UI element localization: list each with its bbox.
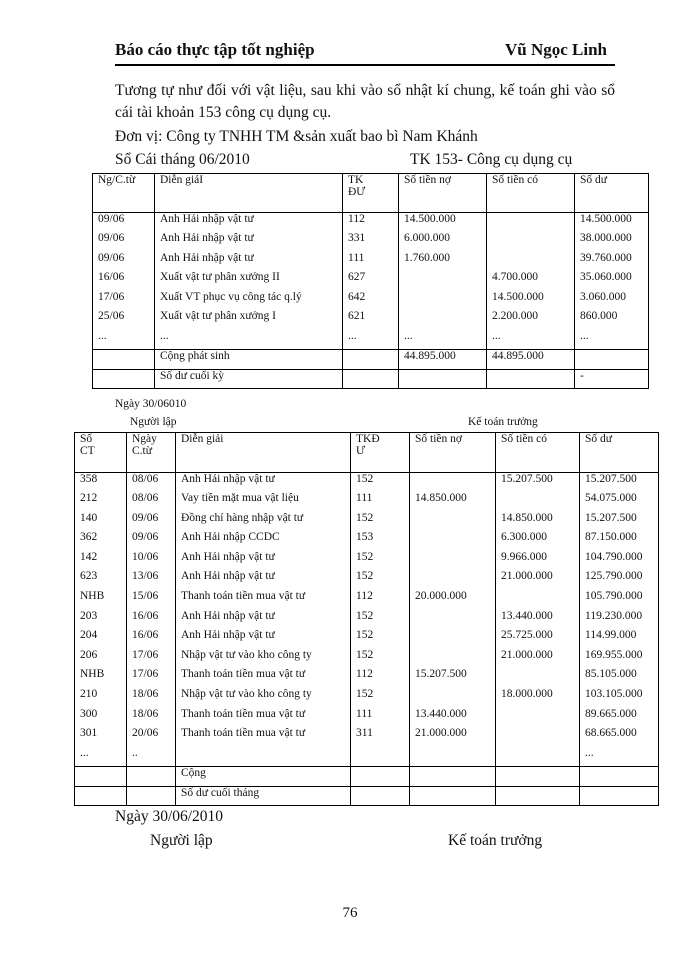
header-author: Vũ Ngọc Linh: [504, 40, 607, 59]
table-cell: 10/06: [127, 551, 176, 571]
table-cell: 13/06: [127, 570, 176, 590]
table-cell: 44.895.000: [399, 350, 487, 370]
table-cell: [410, 747, 496, 767]
table-cell: 112: [351, 590, 410, 610]
table-cell: ...: [155, 330, 343, 350]
table-cell: [410, 786, 496, 806]
table-cell: NHB: [75, 668, 127, 688]
creator-label-2: Người lập: [150, 832, 213, 849]
intro-paragraph: Tương tự như đối với vật liệu, sau khi vào sổ nhật kí chung, kế toán ghi vào sổ cái tài khoản 153 công cụ dụng cụ.: [115, 82, 615, 121]
table-cell: 125.790.000: [580, 570, 659, 590]
table-cell: 21.000.000: [410, 727, 496, 747]
table-cell: 44.895.000: [487, 350, 575, 370]
table-cell: 15.207.500: [410, 668, 496, 688]
table-cell: 09/06: [127, 512, 176, 532]
header-cell: Số tiền nợ: [410, 433, 496, 473]
table-cell: [496, 668, 580, 688]
header-cell: Số tiền có: [487, 174, 575, 213]
table-row: [75, 512, 659, 532]
table-cell: 152: [351, 570, 410, 590]
table-cell: 16/06: [93, 271, 155, 291]
table-cell: Anh Hải nhập vật tư: [176, 551, 351, 571]
table-cell: 362: [75, 531, 127, 551]
table-cell: 3.060.000: [575, 291, 649, 311]
table-cell: [496, 786, 580, 806]
table-row: [75, 551, 659, 571]
table-cell: [410, 610, 496, 630]
table-cell: 311: [351, 727, 410, 747]
header-cell: TKĐ Ư: [351, 433, 410, 473]
table-cell: 169.955.000: [580, 649, 659, 669]
table-row: [75, 473, 659, 493]
table-cell: ...: [343, 330, 399, 350]
table-cell: 38.000.000: [575, 232, 649, 252]
table-cell: 21.000.000: [496, 570, 580, 590]
chief-accountant-label-1: Kế toán trưởng: [468, 416, 538, 428]
table-cell: 152: [351, 473, 410, 493]
table-cell: 111: [351, 492, 410, 512]
table-cell: 152: [351, 551, 410, 571]
table-row: [93, 232, 649, 252]
table-row: [93, 291, 649, 311]
table-cell: 860.000: [575, 310, 649, 330]
table-cell: 16/06: [127, 610, 176, 630]
table-cell: 54.075.000: [580, 492, 659, 512]
header-cell: Số CT: [75, 433, 127, 473]
table-cell: Xuất vật tư phân xưởng II: [155, 271, 343, 291]
table-cell: 18/06: [127, 708, 176, 728]
table-cell: 18.000.000: [496, 688, 580, 708]
table-cell: [487, 252, 575, 272]
table-cell: 210: [75, 688, 127, 708]
table-cell: Số dư cuối tháng: [176, 786, 351, 806]
header-row: [93, 174, 649, 213]
date-1: Ngày 30/06010: [115, 398, 187, 410]
table-cell: 20/06: [127, 727, 176, 747]
table-cell: 103.105.000: [580, 688, 659, 708]
table-cell: Nhập vật tư vào kho công ty: [176, 649, 351, 669]
table-cell: 85.105.000: [580, 668, 659, 688]
header-cell: Số tiền nợ: [399, 174, 487, 213]
header-cell: Diễn giảI: [155, 174, 343, 213]
table-row: [75, 727, 659, 747]
table-cell: 6.000.000: [399, 232, 487, 252]
table-cell: 206: [75, 649, 127, 669]
ledger-table-153: [92, 173, 649, 389]
table-cell: 08/06: [127, 492, 176, 512]
table-cell: 17/06: [93, 291, 155, 311]
table-row: [75, 688, 659, 708]
chief-accountant-label-2: Kế toán trưởng: [448, 832, 543, 849]
table-cell: 300: [75, 708, 127, 728]
table-cell: 621: [343, 310, 399, 330]
table-cell: ...: [399, 330, 487, 350]
table-cell: [487, 369, 575, 389]
table-cell: [410, 473, 496, 493]
table-cell: [127, 786, 176, 806]
table-cell: 9.966.000: [496, 551, 580, 571]
table-cell: 152: [351, 512, 410, 532]
table-cell: 114.99.000: [580, 629, 659, 649]
table-row: [75, 708, 659, 728]
table-cell: [410, 649, 496, 669]
table-cell: 140: [75, 512, 127, 532]
table-cell: ...: [580, 747, 659, 767]
table-cell: 14.850.000: [410, 492, 496, 512]
journal-table: [74, 432, 659, 806]
table-cell: [496, 708, 580, 728]
table-cell: [93, 350, 155, 370]
header-row: [75, 433, 659, 473]
table-cell: ...: [75, 747, 127, 767]
table-cell: Cộng: [176, 766, 351, 786]
table-cell: Thanh toán tiền mua vật tư: [176, 590, 351, 610]
table-cell: 08/06: [127, 473, 176, 493]
table-row: [93, 213, 649, 233]
table-cell: -: [575, 369, 649, 389]
table-cell: 39.760.000: [575, 252, 649, 272]
table-cell: 18/06: [127, 688, 176, 708]
table-row: [75, 570, 659, 590]
table-cell: 642: [343, 291, 399, 311]
table-cell: Nhập vật tư vào kho công ty: [176, 688, 351, 708]
table-row: [75, 590, 659, 610]
table-cell: 09/06: [93, 232, 155, 252]
table-cell: 623: [75, 570, 127, 590]
table-cell: 111: [343, 252, 399, 272]
table-cell: 89.665.000: [580, 708, 659, 728]
table-cell: 21.000.000: [496, 649, 580, 669]
table-cell: [487, 232, 575, 252]
ending-balance-row: [93, 369, 649, 389]
total-row: [93, 350, 649, 370]
table-cell: ..: [127, 747, 176, 767]
table-cell: 09/06: [93, 252, 155, 272]
header-cell: TK ĐƯ: [343, 174, 399, 213]
table-cell: [75, 786, 127, 806]
table-cell: Thanh toán tiền mua vật tư: [176, 708, 351, 728]
table-cell: [496, 747, 580, 767]
company-unit: Đơn vị: Công ty TNHH TM &sản xuất bao bì Nam Khánh: [115, 128, 478, 145]
table-cell: 14.500.000: [399, 213, 487, 233]
table-cell: 68.665.000: [580, 727, 659, 747]
table-cell: 09/06: [93, 213, 155, 233]
table-cell: [176, 747, 351, 767]
table-cell: [410, 570, 496, 590]
table-cell: [487, 213, 575, 233]
table-cell: 627: [343, 271, 399, 291]
table-cell: 112: [351, 668, 410, 688]
page-header: [115, 38, 615, 66]
table-cell: 119.230.000: [580, 610, 659, 630]
table-row: [75, 629, 659, 649]
table-cell: Anh Hải nhập vật tư: [176, 629, 351, 649]
date-2: Ngày 30/06/2010: [115, 808, 224, 825]
table-cell: [75, 766, 127, 786]
table-cell: [496, 492, 580, 512]
table-cell: 152: [351, 629, 410, 649]
table-cell: 152: [351, 688, 410, 708]
table-cell: 104.790.000: [580, 551, 659, 571]
ending-balance-row: [75, 786, 659, 806]
table-cell: 212: [75, 492, 127, 512]
table-cell: [410, 551, 496, 571]
table-cell: [399, 291, 487, 311]
table-cell: 15.207.500: [496, 473, 580, 493]
table-cell: Xuất VT phục vụ công tác q.lý: [155, 291, 343, 311]
table-row: [93, 310, 649, 330]
table-cell: Thanh toán tiền mua vật tư: [176, 668, 351, 688]
table-cell: 16/06: [127, 629, 176, 649]
table-cell: [343, 350, 399, 370]
table-cell: Cộng phát sinh: [155, 350, 343, 370]
table-cell: 358: [75, 473, 127, 493]
account-title: TK 153- Công cụ dụng cụ: [410, 151, 573, 168]
table-cell: [410, 766, 496, 786]
table-cell: [93, 369, 155, 389]
table-cell: Anh Hải nhập vật tư: [176, 610, 351, 630]
table-cell: Anh Hải nhập vật tư: [176, 570, 351, 590]
table-cell: 153: [351, 531, 410, 551]
table-cell: 15/06: [127, 590, 176, 610]
header-cell: Ng/C.từ: [93, 174, 155, 213]
table-cell: 2.200.000: [487, 310, 575, 330]
table-cell: [575, 350, 649, 370]
table-cell: [410, 531, 496, 551]
table-row: [75, 531, 659, 551]
table-cell: [351, 786, 410, 806]
table-row: [75, 649, 659, 669]
table-cell: [580, 786, 659, 806]
table-cell: 13.440.000: [496, 610, 580, 630]
table-cell: ...: [93, 330, 155, 350]
table-cell: [399, 271, 487, 291]
table-cell: 152: [351, 610, 410, 630]
table-cell: 4.700.000: [487, 271, 575, 291]
table-cell: [410, 512, 496, 532]
table-cell: 6.300.000: [496, 531, 580, 551]
table-cell: 152: [351, 649, 410, 669]
table-cell: [496, 590, 580, 610]
table-cell: 13.440.000: [410, 708, 496, 728]
table-cell: [580, 766, 659, 786]
table-cell: 14.500.000: [487, 291, 575, 311]
table-cell: 204: [75, 629, 127, 649]
table-cell: [410, 688, 496, 708]
table-cell: Anh Hải nhập CCDC: [176, 531, 351, 551]
table-cell: 142: [75, 551, 127, 571]
header-cell: Số dư: [580, 433, 659, 473]
table-row: [93, 330, 649, 350]
table-cell: Số dư cuối kỳ: [155, 369, 343, 389]
table-cell: Vay tiền mặt mua vật liệu: [176, 492, 351, 512]
table-cell: [351, 747, 410, 767]
table-cell: [127, 766, 176, 786]
table-cell: 14.500.000: [575, 213, 649, 233]
ledger-title: Sổ Cái tháng 06/2010: [115, 151, 250, 168]
table-cell: 14.850.000: [496, 512, 580, 532]
table-row: [75, 492, 659, 512]
table-cell: 111: [351, 708, 410, 728]
table-cell: [399, 369, 487, 389]
table-cell: [399, 310, 487, 330]
table-cell: 105.790.000: [580, 590, 659, 610]
header-cell: Diễn giải: [176, 433, 351, 473]
table-cell: Thanh toán tiền mua vật tư: [176, 727, 351, 747]
table-cell: Anh Hải nhập vật tư: [155, 252, 343, 272]
table-cell: 87.150.000: [580, 531, 659, 551]
table-cell: 17/06: [127, 668, 176, 688]
table-row: [75, 747, 659, 767]
table-cell: Anh Hải nhập vật tư: [176, 473, 351, 493]
table-row: [93, 271, 649, 291]
table-cell: 09/06: [127, 531, 176, 551]
header-cell: Số tiền có: [496, 433, 580, 473]
table-cell: 15.207.500: [580, 512, 659, 532]
table-cell: [343, 369, 399, 389]
creator-label-1: Người lập: [130, 416, 177, 428]
table-cell: 301: [75, 727, 127, 747]
table-cell: 112: [343, 213, 399, 233]
table-cell: NHB: [75, 590, 127, 610]
table-cell: 1.760.000: [399, 252, 487, 272]
table-cell: Xuất vật tư phân xưởng I: [155, 310, 343, 330]
table-cell: 35.060.000: [575, 271, 649, 291]
table-cell: Anh Hải nhập vật tư: [155, 213, 343, 233]
table-cell: 203: [75, 610, 127, 630]
table-row: [75, 668, 659, 688]
table-cell: ...: [487, 330, 575, 350]
table-cell: 25/06: [93, 310, 155, 330]
header-cell: Ngày C.từ: [127, 433, 176, 473]
page-number: 76: [342, 905, 358, 921]
table-row: [93, 252, 649, 272]
table-cell: [496, 766, 580, 786]
table-cell: 25.725.000: [496, 629, 580, 649]
table-cell: Anh Hải nhập vật tư: [155, 232, 343, 252]
table-cell: 17/06: [127, 649, 176, 669]
table-cell: 331: [343, 232, 399, 252]
table-cell: ...: [575, 330, 649, 350]
table-cell: Đồng chí hàng nhập vật tư: [176, 512, 351, 532]
header-title: Báo cáo thực tập tốt nghiệp: [115, 40, 315, 59]
table-cell: 15.207.500: [580, 473, 659, 493]
total-row: [75, 766, 659, 786]
table-cell: [496, 727, 580, 747]
table-cell: [351, 766, 410, 786]
header-cell: Số dư: [575, 174, 649, 213]
table-row: [75, 610, 659, 630]
table-cell: 20.000.000: [410, 590, 496, 610]
table-cell: [410, 629, 496, 649]
